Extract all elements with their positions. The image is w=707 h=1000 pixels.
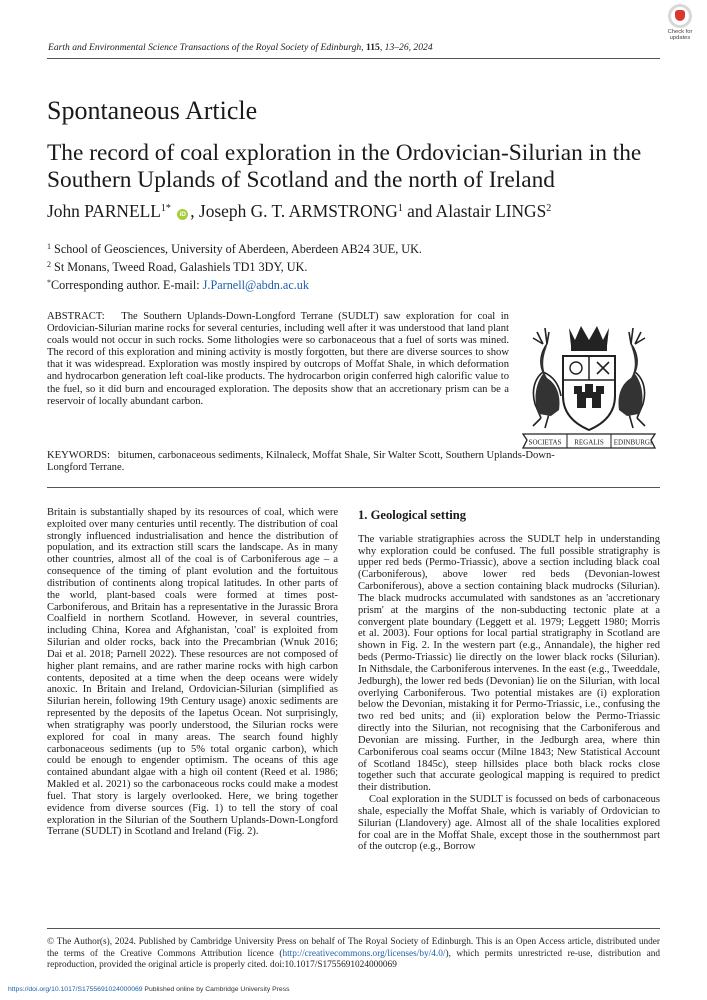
doi-link[interactable]: https://doi.org/10.1017/S1755691024000069 xyxy=(8,986,143,993)
badge-line2: updates xyxy=(669,35,691,42)
svg-text:EDINBURGI: EDINBURGI xyxy=(613,438,653,447)
check-for-updates-badge[interactable] xyxy=(660,4,700,50)
article-type: Spontaneous Article xyxy=(47,96,258,125)
check-updates-icon xyxy=(668,4,692,28)
license-note: © The Author(s), 2024. Published by Cambridge University Press on behalf of The Royal Society of Edinburgh. This is an Open Access article, distributed under the terms of the Creative Commons Attribution licence (http://creativecommons.org/licenses/by/4.0/), which permits unrestricted re-use, distribution and reproduction, provided the original article is properly cited. doi:10.1017/S1755691024000069 xyxy=(47,937,660,971)
society-crest-logo xyxy=(519,318,659,456)
abstract-text: The Southern Uplands-Down-Longford Terrane (SUDLT) saw exploration for coal in Ordovician-Silurian marine rocks for several centuries, including well after it was understood that land plant coals would not occur in such rocks. Some lithologies were so carbonaceous that a fuel of sorts was mined. The record of this exploration and mining activity is mostly forgotten, but there are diverse sources to show that it was widespread. Exploration was mostly inspired by outcrops of Moffat Shale, in which deformation and hydrocarbon generation left coal-like products. The hydrocarbon origin conferred high calorific value to the fuel, so it did burn and encouraged exploration. The deposits show that an accretionary prism can be a reservoir of locally abundant carbon. xyxy=(47,311,509,407)
geology-paragraph-2: Coal exploration in the SUDLT is focussed on beds of carbonaceous shale, especially the Moffat Shale, which is variably of Ordovician to Silurian (Llandovery) age. Almost all of the shale localities explored for coal are in the Moffat Shale, except those in the southernmost part of the outcrop (e.g., Borrow xyxy=(358,794,660,853)
intro-paragraph: Britain is substantially shaped by its resources of coal, which were exploited over many centuries until recently. The distribution of coal strongly influenced industrialisation and hence the distribution of population, and its extraction still scars the landscape. As in many other countries, almost all of the coal is of Carboniferous age – a consequence of the timing of plant evolution and the fortuitous distribution of continents along tropical latitudes. In other parts of the world, plant-based coals were formed at times post-Carboniferous, and Britain has a representative in the Jurassic Brora Coalfield in northern Scotland. However, in several countries, including China, Korea and Afghanistan, 'coal' is exploited from Silurian and older rocks, back into the Precambrian (Wnuk 2016; Dai et al. 2018; Parnell 2022). These resources are not composed of higher plant remains, and are rather marine rocks with high carbon contents, deposited at a time when the deep oceans were widely anoxic. In Britain and Ireland, Ordovician-Silurian (simplified as Silurian herein, following 19th Century usage) anoxic sediments are represented by the deposits of the Iapetus Ocean. Not surprisingly, when stratigraphy was poorly understood, the Silurian rocks were explored for coal in many areas. The search found highly carbonaceous sediments (up to 5% total organic carbon), which could be enough to engender optimism. The oceans of this age contained abundant algae with a high oil content (Reed et al. 1986; Makled et al. 2021) so the carbonaceous rocks could make a modest fuel. That story is largely overlooked. Here, we bring together evidence from diverse sources (Fig. 1) to tell the story of coal exploration in the Silurian of the Southern Uplands-Down-Longford Terrane (SUDLT) in Scotland and Ireland (Fig. 2). xyxy=(47,507,338,838)
body-left-column xyxy=(47,507,338,838)
journal-volume: 115 xyxy=(365,42,380,53)
keywords xyxy=(47,450,567,474)
affiliation-1: $^1$ School of Geosciences, University of Aberdeen, Aberdeen AB24 3UE, UK. xyxy=(47,242,422,256)
journal-header: Earth and Environmental Science Transactions of the Royal Society of Edinburgh, 115, 13–26, 2024 xyxy=(48,42,433,53)
author-2: , Joseph G. T. ARMSTRONG xyxy=(190,201,398,221)
author-3: and Alastair LINGS xyxy=(402,201,547,221)
license-link[interactable]: http://creativecommons.org/licenses/by/4.0/ xyxy=(282,948,446,959)
section-heading: 1. Geological setting xyxy=(358,508,467,522)
body-right-column xyxy=(358,510,660,853)
corresponding-author: *Corresponding author. E-mail: J.Parnell@abdn.ac.uk xyxy=(47,278,309,292)
footer-rule xyxy=(47,928,660,929)
keywords-label: KEYWORDS: xyxy=(47,450,110,461)
journal-name: Earth and Environmental Science Transactions of the Royal Society of Edinburgh xyxy=(48,42,362,53)
email-link[interactable]: J.Parnell@abdn.ac.uk xyxy=(202,278,309,292)
header-rule xyxy=(47,58,660,59)
author-1: John PARNELL xyxy=(47,201,161,221)
affiliations xyxy=(47,239,422,293)
affiliation-2: $^2$ St Monans, Tweed Road, Galashiels TD1 3DY, UK. xyxy=(47,260,308,274)
svg-text:REGALIS: REGALIS xyxy=(574,438,604,447)
svg-text:SOCIETAS: SOCIETAS xyxy=(528,438,562,447)
badge-line1: Check for xyxy=(667,29,693,35)
author-2-sup: 1 xyxy=(397,203,403,214)
author-list xyxy=(47,201,551,222)
abstract xyxy=(47,311,509,408)
article-title: The record of coal exploration in the Ordovician-Silurian in the Southern Uplands of Scotland and the north of Ireland xyxy=(47,140,642,193)
author-3-sup: 2 xyxy=(546,203,552,214)
author-1-sup: 1* xyxy=(160,203,171,214)
keywords-rule xyxy=(47,487,660,488)
keywords-text: bitumen, carbonaceous sediments, Kilnaleck, Moffat Shale, Sir Walter Scott, Southern Uplands-Down-Longford Terrane. xyxy=(47,450,555,474)
geology-paragraph-1: The variable stratigraphies across the SUDLT help in understanding why exploration could be confused. The full possible stratigraphy is upper red beds (Permo-Triassic), above a section including black coal (Carboniferous), above lower red beds (Devonian-lowest Carboniferous), above a section containing black mudrocks (Silurian). The black mudrocks accumulated with sandstones as an 'accretionary prism' at the margins of the non-subducting tectonic plate at a convergent plate boundary (Leggett et al. 1979; Leggett 1980; Morris et al. 2003). Four options for local partial stratigraphy in Scotland are shown in Fig. 2. In the western part (e.g., Annandale), the higher red beds (Permo-Triassic) lie directly on the lower black rocks (Silurian). In Nithsdale, the Carboniferous intervenes. In the east (e.g., Tweeddale, Jedburgh), the lower red beds (Devonian) lie on the Silurian, with local overlying Carboniferous. Two potential mistakes are (i) exploration below the Devonian, mistaking it for Permo-Triassic, i.e., confusing the two red bed units; and (ii) exploration below the Permo-Triassic directly into the Silurian, not recognising that the Carboniferous and Devonian are missing. Further, in the Jedburgh area, where thin Carboniferous coal seams occur (Milne 1843; New Statistical Account of Scotland 1845c), steep hillsides place both black rocks close together such that accurate geological mapping is required to predict their distribution. xyxy=(358,533,660,794)
orcid-icon[interactable]: iD xyxy=(177,209,188,220)
journal-pages: , 13–26, 2024 xyxy=(379,42,433,53)
abstract-label: ABSTRACT: xyxy=(47,311,105,322)
doi-bar: https://doi.org/10.1017/S1755691024000069 Published online by Cambridge University Press xyxy=(8,986,290,993)
